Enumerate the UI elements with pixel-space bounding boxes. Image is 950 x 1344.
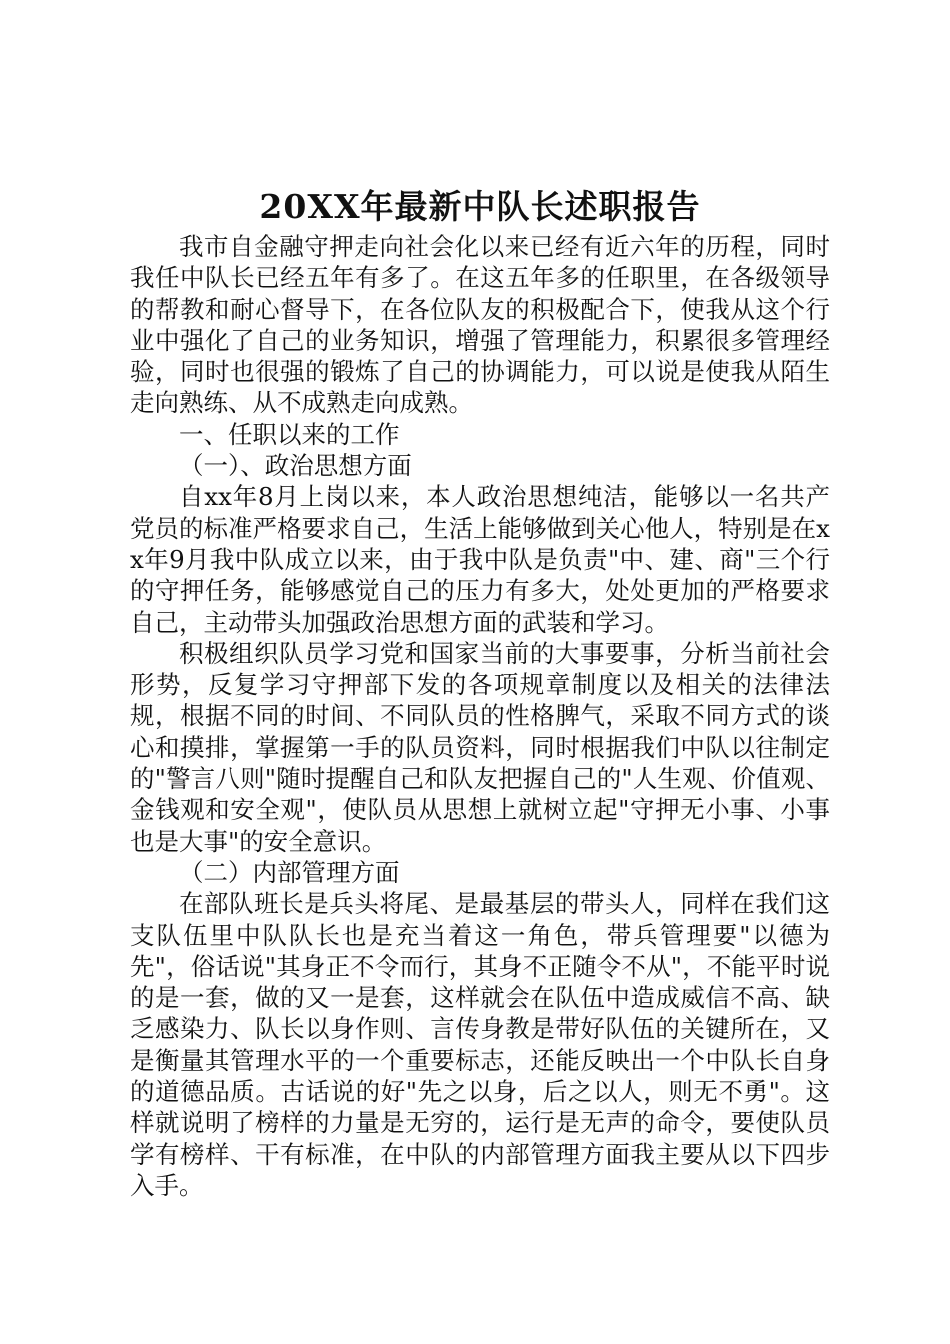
body-paragraph: 在部队班长是兵头将尾、是最基层的带头人，同样在我们这支队伍里中队队长也是充当着这一角色，带兵管理要"以德为先"，俗话说"其身正不令而行，其身不正随令不从"，不能平时说的是一套，做的又一是套，这样就会在队伍中造成威信不高、缺乏感染力、队长以身作则、言传身教是带好队伍的关键所在，又是衡量其管理水平的一个重要标志，还能反映出一个中队长自身的道德品质。古话说的好"先之以身，后之以人，则无不勇"。这样就说明了榜样的力量是无穷的，运行是无声的命令，要使队员学有榜样、干有标准，在中队的内部管理方面我主要从以下四步入手。 — [130, 889, 830, 1200]
body-paragraph: 积极组织队员学习党和国家当前的大事要事，分析当前社会形势，反复学习守押部下发的各项规章制度以及相关的法律法规，根据不同的时间、不同队员的性格脾气，采取不同方式的谈心和摸排，掌握第一手的队员资料，同时根据我们中队以往制定的"警言八则"随时提醒自己和队友把握自己的"人生观、价值观、金钱观和安全观"，使队员从思想上就树立起"守押无小事、小事也是大事"的安全意识。 — [130, 638, 830, 856]
document-title: 20XX年最新中队长述职报告 — [259, 187, 701, 226]
subsection-heading-political: （一）、政治思想方面 — [179, 451, 412, 481]
subsection-heading-management: （二）内部管理方面 — [179, 857, 400, 887]
document-page — [130, 185, 830, 1201]
section-heading: 一、任职以来的工作 — [179, 419, 400, 449]
body-paragraph: 自xx年8月上岗以来，本人政治思想纯洁，能够以一名共产党员的标准严格要求自己，生活上能够做到关心他人，特别是在xx年9月我中队成立以来，由于我中队是负责"中、建、商"三个行的守押任务，能够感觉自己的压力有多大，处处更加的严格要求自己，主动带头加强政治思想方面的武装和学习。 — [130, 482, 830, 637]
intro-paragraph: 我市自金融守押走向社会化以来已经有近六年的历程，同时我任中队长已经五年有多了。在这五年多的任职里，在各级领导的帮教和耐心督导下，在各位队友的积极配合下，使我从这个行业中强化了自己的业务知识，增强了管理能力，积累很多管理经验，同时也很强的锻炼了自己的协调能力，可以说是使我从陌生走向熟练、从不成熟走向成熟。 — [130, 232, 830, 418]
